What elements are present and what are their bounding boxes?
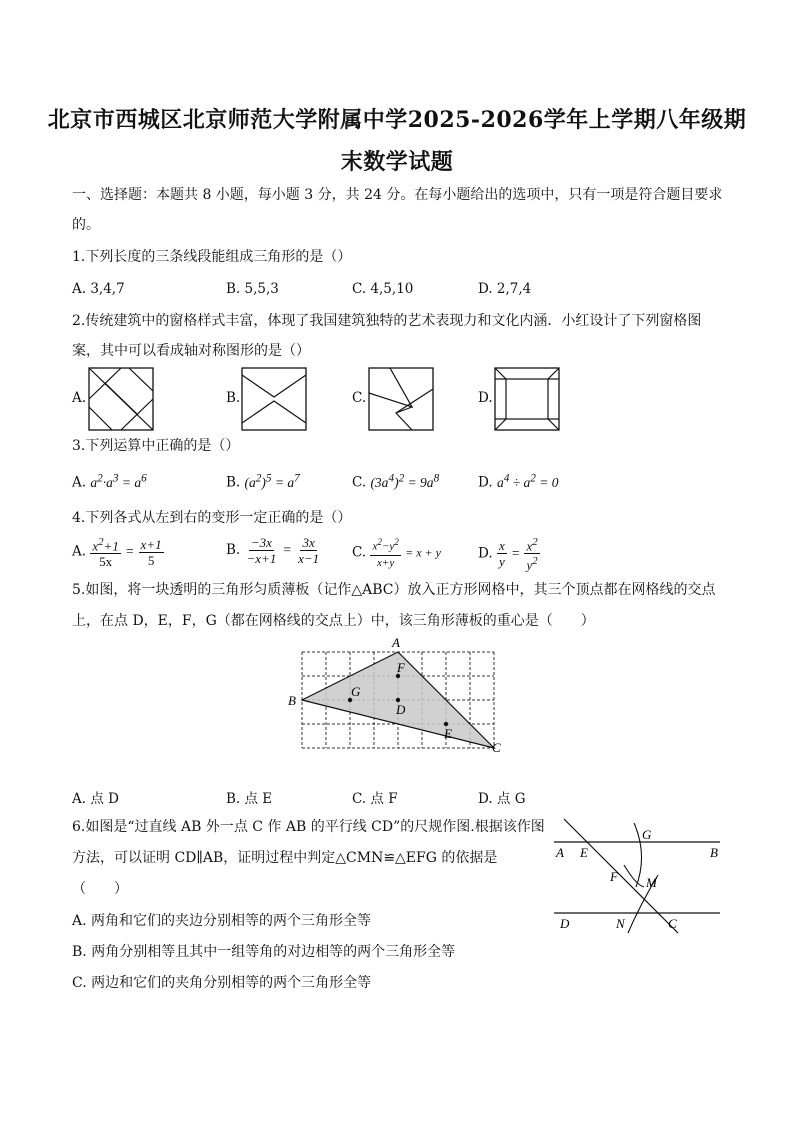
q3-option-a[interactable] — [72, 472, 147, 491]
q6-stem-1: 6.如图是“过直线 AB 外一点 C 作 AB 的平行线 CD”的尺规作图.根据该作图 — [72, 819, 545, 835]
q6-label-f: F — [610, 869, 618, 884]
q1-option-a[interactable]: A. 3,4,7 — [72, 281, 125, 297]
q4-b-frac-left: $\frac{-3x}{-x+1}$ — [246, 535, 277, 566]
q6-construction-figure — [548, 815, 728, 937]
q5-option-d[interactable]: D. 点 G — [478, 791, 526, 807]
q6-label-e: E — [580, 845, 588, 860]
q5-label-c: C — [492, 740, 501, 755]
q4-d-frac-left: $\frac{x}{y}$ — [498, 538, 505, 570]
q4-option-c-label: C. — [352, 544, 367, 561]
page-title-line1: 北京市西城区北京师范大学附属中学2025-2026学年上学期八年级期 — [47, 107, 747, 133]
q2-option-b-label[interactable]: B. — [226, 390, 241, 406]
q4-a-frac-left: $\frac{x^2+1}{5x}$ — [92, 536, 119, 570]
q6-label-b: B — [710, 845, 718, 860]
q2-stem-2: 案，其中可以看成轴对称图形的是（） — [72, 343, 310, 359]
q4-option-d[interactable]: D. $\frac{x}{y}$ = $\frac{x^2}{y^2}$ — [478, 536, 538, 573]
q5-label-d: D — [396, 702, 406, 717]
q2-option-c-label[interactable]: C. — [352, 390, 367, 406]
q4-option-b-label: B. — [226, 542, 241, 558]
page-title-line2: 末数学试题 — [340, 149, 454, 175]
q6-stem-2: 方法，可以证明 CD∥AB，证明过程中判定△CMN≌△EFG 的依据是 — [72, 850, 498, 866]
q4-option-b[interactable]: B. $\frac{-3x}{-x+1}$ = $\frac{3x}{x-1}$ — [226, 535, 320, 566]
q6-label-a: A — [556, 845, 564, 860]
q2-figure-c — [368, 367, 434, 431]
q2-figure-a — [88, 367, 154, 431]
section-heading: 一、选择题：本题共 8 小题，每小题 3 分，共 24 分。在每小题给出的选项中，只有一项是符合题目要求 — [72, 187, 723, 203]
q6-option-a[interactable]: A. 两角和它们的夹边分别相等的两个三角形全等 — [72, 913, 372, 929]
q5-label-b: B — [288, 693, 296, 708]
q6-label-m: M — [646, 875, 657, 890]
q3-stem: 3.下列运算中正确的是（） — [72, 438, 240, 454]
q5-grid-figure — [284, 632, 514, 757]
q2-figure-b — [241, 367, 307, 431]
q3-option-c-expr: $(3a^4)^2 = 9a^8$ — [370, 472, 440, 490]
q2-stem-1: 2.传统建筑中的窗格样式丰富，体现了我国建筑独特的艺术表现力和文化内涵．小红设计了下列窗格图 — [72, 313, 702, 329]
q5-label-g: G — [351, 684, 361, 699]
q6-option-c[interactable]: C. 两边和它们的夹角分别相等的两个三角形全等 — [72, 975, 372, 991]
q4-stem: 4.下列各式从左到右的变形一定正确的是（） — [72, 510, 352, 526]
q5-label-a: A — [392, 635, 400, 650]
q5-label-f: F — [397, 660, 405, 675]
q5-option-b[interactable]: B. 点 E — [226, 791, 273, 807]
q4-c-frac: $\frac{x^2-y^2}{x+y}$ — [372, 537, 399, 569]
q4-b-frac-right: $\frac{3x}{x-1}$ — [298, 535, 320, 566]
q3-option-a-expr: $a^2\cdot a^3 = a^6$ — [90, 472, 147, 490]
q4-option-a-label: A. — [72, 543, 87, 560]
q1-option-c[interactable]: C. 4,5,10 — [352, 281, 414, 297]
q5-stem-1: 5.如图，将一块透明的三角形匀质薄板（记作△ABC）放入正方形网格中，其三个顶点都在网格线的交点 — [72, 582, 716, 598]
q3-option-b-expr: $(a^2)^5 = a^7$ — [244, 472, 300, 490]
q6-arc-g — [634, 823, 642, 887]
q1-option-b[interactable]: B. 5,5,3 — [226, 281, 279, 297]
q6-label-d: D — [560, 916, 570, 931]
q3-option-d[interactable] — [478, 472, 558, 491]
q3-option-c[interactable] — [352, 472, 439, 491]
q4-option-d-label: D. — [478, 545, 493, 562]
q3-option-d-expr: $a^4 \div a^2 = 0$ — [496, 472, 559, 490]
q3-option-d-label: D. — [478, 474, 493, 491]
q1-stem: 1.下列长度的三条线段能组成三角形的是（） — [72, 249, 352, 265]
q5-option-c[interactable]: C. 点 F — [352, 791, 398, 807]
q3-option-b[interactable] — [226, 472, 300, 491]
q5-stem-2: 上，在点 D，E，F，G（都在网格线的交点上）中，该三角形薄板的重心是（ ） — [72, 613, 595, 629]
q3-option-c-label: C. — [352, 474, 367, 491]
q3-option-a-label: A. — [72, 474, 87, 491]
q6-stem-3: （ ） — [72, 881, 128, 897]
q2-option-d-label[interactable]: D. — [478, 390, 493, 406]
q2-option-a-label[interactable]: A. — [72, 390, 87, 406]
q4-option-c[interactable]: C. $\frac{x^2-y^2}{x+y}$ = x + y — [352, 537, 441, 569]
q4-a-frac-right: $\frac{x+1}{5}$ — [140, 536, 162, 568]
q4-d-frac-right: $\frac{x^2}{y^2}$ — [526, 536, 538, 573]
q6-option-b[interactable]: B. 两角分别相等且其中一组等角的对边相等的两个三角形全等 — [72, 944, 456, 960]
q5-label-e: E — [444, 726, 452, 741]
q2-figure-d — [494, 367, 560, 431]
q1-option-d[interactable]: D. 2,7,4 — [478, 281, 532, 297]
q6-label-g: G — [642, 827, 652, 842]
q3-option-b-label: B. — [226, 474, 241, 491]
q5-option-a[interactable]: A. 点 D — [72, 791, 119, 807]
q6-label-c: C — [668, 916, 677, 931]
section-heading-cont: 的。 — [72, 217, 100, 233]
q4-option-a[interactable]: A. $\frac{x^2+1}{5x}$ = $\frac{x+1}{5}$ — [72, 536, 162, 570]
q6-label-n: N — [616, 916, 625, 931]
